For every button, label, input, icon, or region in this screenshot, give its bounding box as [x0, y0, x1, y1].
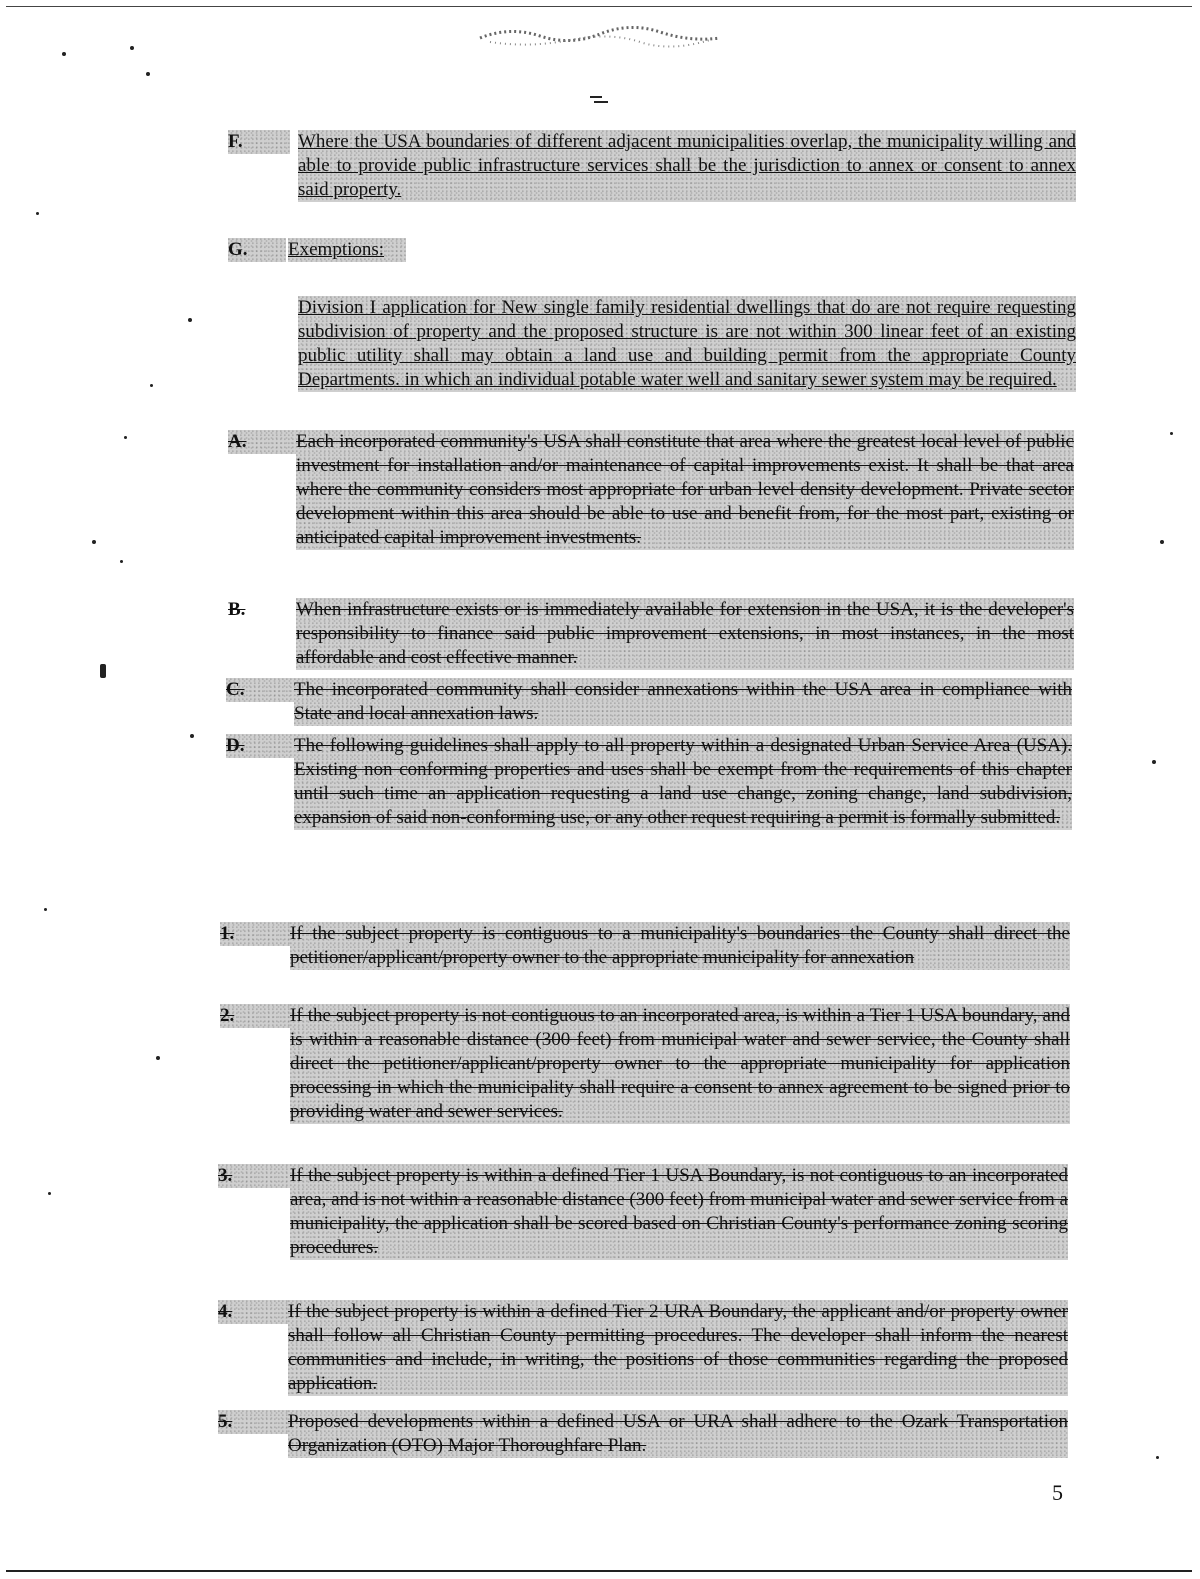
section-b-label-text: B.: [228, 599, 246, 620]
scan-speck: [124, 436, 127, 439]
scan-speck: [146, 72, 150, 76]
item-1-label: [220, 922, 290, 946]
scan-speck: [92, 540, 96, 544]
section-b-text: When infrastructure exists or is immediately available for extension in the USA, it is the developer's responsibility to finance said public improvement extensions, in most instances, in the most affordable and cost effective manner.: [296, 599, 1074, 668]
scan-artifact-mark: [470, 18, 730, 54]
scan-speck: [44, 908, 47, 911]
item-1-paragraph: [290, 922, 1070, 970]
scan-speck: [62, 52, 66, 56]
section-f-label-text: F.: [228, 131, 243, 152]
section-f-paragraph: [298, 130, 1076, 202]
item-2-text: If the subject property is not contiguous to an incorporated area, is within a Tier 1 USA boundary, and is within a reasonable distance (300 feet) from municipal water and sewer service, the County shall direct the petitioner/applicant/property owner to the appropriate municipality for application processing in which the municipality shall require a consent to annex agreement to be signed prior to providing water and sewer services.: [290, 1005, 1070, 1122]
section-c-label-text: C.: [226, 679, 245, 700]
section-d-paragraph: [294, 734, 1072, 830]
section-c-text: The incorporated community shall consider annexations within the USA area in compliance with State and local annexation laws.: [294, 679, 1072, 724]
scan-speck: [150, 384, 153, 387]
scan-speck: [1170, 432, 1173, 435]
scan-speck: [48, 1192, 51, 1195]
scan-speck: [130, 46, 134, 50]
section-a-label-text: A.: [228, 431, 247, 452]
scan-speck: [100, 664, 106, 678]
section-g-paragraph: [298, 296, 1076, 392]
scan-speck: [190, 734, 194, 738]
item-3-label: [218, 1164, 290, 1188]
scan-speck: [1156, 1456, 1159, 1459]
section-d-label: [226, 734, 294, 758]
section-a-text: Each incorporated community's USA shall constitute that area where the greatest local level of public investment for installation and/or maintenance of capital improvements exist. It shall be that area where the community considers most appropriate for urban level density development. Private sector development within this area should be able to use and benefit from, for the most part, existing or anticipated capital improvement investments.: [296, 431, 1074, 548]
item-3-paragraph: [290, 1164, 1068, 1260]
item-2-label: [220, 1004, 290, 1028]
item-4-label: [218, 1300, 288, 1324]
item-2-label-text: 2.: [220, 1005, 235, 1026]
scan-speck: [188, 318, 192, 322]
item-1-label-text: 1.: [220, 923, 235, 944]
scan-speck: [156, 1056, 160, 1060]
section-g-label: [228, 238, 286, 262]
item-4-paragraph: [288, 1300, 1068, 1396]
scan-speck: [1152, 760, 1156, 764]
scan-speck: [120, 560, 123, 563]
section-g-text: Division I application for New single family residential dwellings that do are not require requesting subdivision of property and the proposed structure is are not within 300 linear feet of an existing public utility shall may obtain a land use and building permit from the appropriate County Departments. in which an individual potable water well and sanitary sewer system may be required.: [298, 297, 1076, 390]
item-4-label-text: 4.: [218, 1301, 233, 1322]
scan-dash-mark: [588, 94, 610, 104]
section-d-text: The following guidelines shall apply to all property within a designated Urban Service Area (USA). Existing non conforming properties and uses shall be exempt from the requirements of this chapter until such time an application requesting a land use change, zoning change, land subdivision, expansion of said non-conforming use, or any other request requiring a permit is formally submitted.: [294, 735, 1072, 828]
item-3-text: If the subject property is within a defined Tier 1 USA Boundary, is not contiguous to an incorporated area, and is not within a reasonable distance (300 feet) from municipal water and sewer service from a municipality, the application shall be scored based on Christian County's performance zoning scoring procedures.: [290, 1165, 1068, 1258]
item-5-label-text: 5.: [218, 1411, 233, 1432]
item-3-label-text: 3.: [218, 1165, 233, 1186]
section-c-paragraph: [294, 678, 1072, 726]
section-g-heading-text: Exemptions:: [288, 239, 385, 260]
section-b-paragraph: [296, 598, 1074, 670]
item-1-text: If the subject property is contiguous to a municipality's boundaries the County shall direct the petitioner/applicant/property owner to the appropriate municipality for annexation: [290, 923, 1070, 968]
section-f-text: Where the USA boundaries of different adjacent municipalities overlap, the municipality willing and able to provide public infrastructure services shall be the jurisdiction to annex or consent to annex said property.: [298, 131, 1076, 200]
section-a-label: [228, 430, 296, 454]
item-2-paragraph: [290, 1004, 1070, 1124]
item-5-label: [218, 1410, 288, 1434]
section-f-label: [228, 130, 290, 154]
page-number: 5: [1052, 1480, 1063, 1505]
item-5-text: Proposed developments within a defined USA or URA shall adhere to the Ozark Transportation Organization (OTO) Major Thoroughfare Plan.: [288, 1411, 1068, 1456]
scan-speck: [1160, 540, 1164, 544]
item-4-text: If the subject property is within a defined Tier 2 URA Boundary, the applicant and/or property owner shall follow all Christian County permitting procedures. The developer shall inform the nearest communities and include, in writing, the positions of those communities regarding the proposed application.: [288, 1301, 1068, 1394]
section-b-label: [228, 598, 296, 622]
item-5-paragraph: [288, 1410, 1068, 1458]
section-c-label: [226, 678, 294, 702]
section-a-paragraph: [296, 430, 1074, 550]
section-g-heading: [288, 238, 406, 262]
section-d-label-text: D.: [226, 735, 245, 756]
scan-speck: [36, 212, 39, 215]
section-g-label-text: G.: [228, 239, 248, 260]
